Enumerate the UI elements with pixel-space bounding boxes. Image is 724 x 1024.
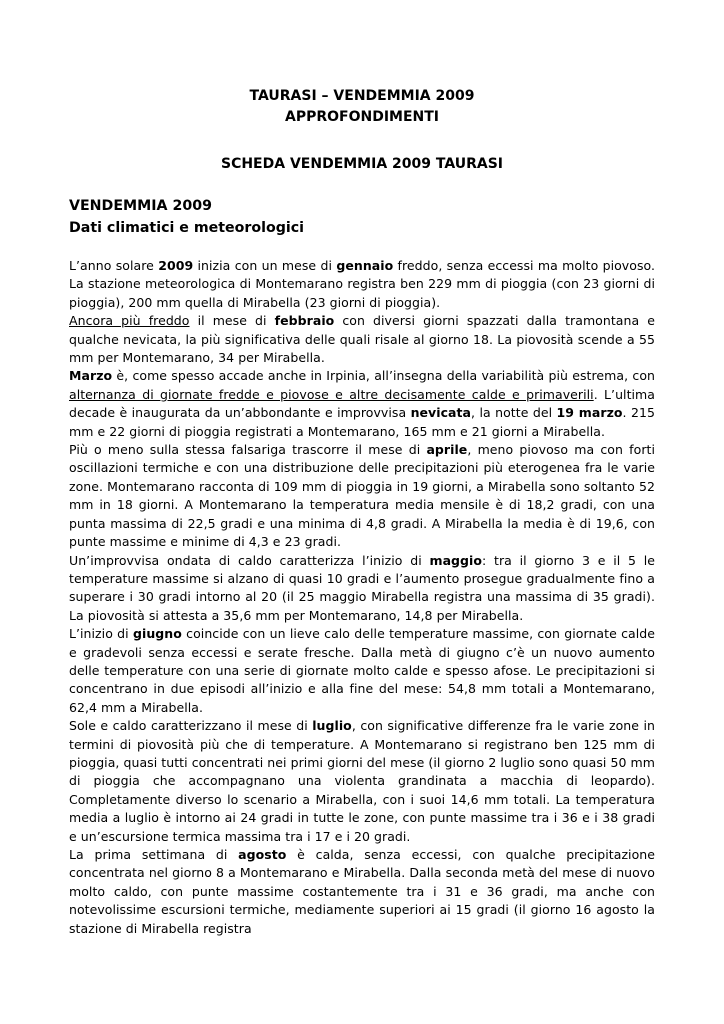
- bold-run: maggio: [429, 552, 483, 568]
- text-run: . 215 mm e 22 giorni di pioggia registrati a Montemarano, 165 mm e 21 giorni a Mirabella.: [69, 405, 655, 439]
- text-run: Un’improvvisa ondata di caldo caratterizza l’inizio di: [69, 552, 430, 568]
- bold-run: gennaio: [336, 258, 394, 273]
- text-run: L’anno solare: [69, 258, 159, 273]
- bold-run: Marzo: [69, 368, 113, 384]
- text-run: , con significative differenze fra le varie zone in termini di piovosità più che di temperature. A Montemarano si registrano ben 125 mm di pioggia, quasi tutti concentrati nei primi giorni del mese (il giorno 2 luglio sono quasi 50 mm di pioggia che accompagnano una violenta grandinata a macchia di leopardo). Completamente diverso lo scenario a Mirabella, con i suoi 14,6 mm totali. La temperatura media a luglio è intorno ai 24 gradi in tutte le zone, con punte massime tra i 36 e i 38 gradi e un’escursione termica massima tra i 17 e i 20 gradi.: [69, 718, 655, 844]
- text-run: coincide con un lieve calo delle temperature massime, con giornate calde e gradevoli senza eccessi e serate fresche. Dalla metà di giugno c’è un nuovo aumento delle temperature con una serie di giornate molto calde e spesso afose. Le precipitazioni si concentrano in due episodi all’inizio e alla fine del mese: 54,8 mm totali a Montemarano, 62,4 mm a Mirabella.: [69, 626, 655, 715]
- text-run: è calda, senza eccessi, con qualche precipitazione concentrata nel giorno 8 a Montemarano e Mirabella. Dalla seconda metà del mese di nuovo molto caldo, con punte massime costantemente tra i 31 e 36 gradi, ma anche con notevolissime escursioni termiche, mediamente superiori ai 15 gradi (il giorno 16 agosto la stazione di Mirabella registra: [69, 847, 655, 936]
- text-run: inizia con un mese di: [193, 258, 337, 273]
- text-run: L’inizio di: [69, 626, 133, 642]
- bold-run: aprile: [426, 442, 468, 458]
- text-run: : tra il giorno 3 e il 5 le temperature massime si alzano di quasi 10 gradi e l’aumento prosegue gradualmente fino a superare i 30 gradi intorno al 20 (il 25 maggio Mirabella registra una massima di 35 gradi). La piovosità si attesta a 35,6 mm per Montemarano, 14,8 per Mirabella.: [69, 552, 655, 623]
- text-run: è, come spesso accade anche in Irpinia, all’insegna della variabilità più estrema, con: [112, 368, 655, 384]
- underlined-run: Ancora più freddo: [69, 313, 190, 329]
- paragraph-luglio: [69, 717, 655, 846]
- text-run: freddo, senza eccessi ma molto piovoso. La stazione meteorologica di Montemarano registra ben 229 mm di pioggia (con 23 giorni di pioggia), 200 mm quella di Mirabella (23 giorni di pioggia).: [69, 258, 656, 310]
- text-run: . L’ultima decade è inaugurata da un’abbondante e improvvisa: [69, 386, 655, 421]
- paragraph-marzo: [69, 367, 655, 441]
- bold-run: luglio: [312, 718, 352, 734]
- bold-run: agosto: [238, 847, 287, 862]
- document-page: [69, 86, 655, 938]
- bold-run: 2009: [158, 258, 194, 273]
- bold-run: giugno: [133, 626, 182, 642]
- bold-run: febbraio: [274, 313, 335, 329]
- document-subtitle: SCHEDA VENDEMMIA 2009 TAURASI: [220, 156, 504, 172]
- bold-run: nevicata: [410, 405, 472, 421]
- text-run: con diversi giorni spazzati dalla tramontana e qualche nevicata, la più significativa delle quali risale al giorno 18. La piovosità scende a 55 mm per Montemarano, 34 per Mirabella.: [69, 313, 655, 366]
- text-run: il mese di: [189, 313, 275, 329]
- text-run: Sole e caldo caratterizzano il mese di: [69, 718, 313, 734]
- underlined-run: alternanza di giornate fredde e piovose e altre decisamente calde e primaverili: [69, 386, 594, 402]
- title-line-2: APPROFONDIMENTI: [284, 109, 440, 125]
- text-run: , la notte del: [471, 405, 557, 421]
- section-heading-dati-climatici: Dati climatici e meteorologici: [69, 220, 305, 236]
- text-run: Più o meno sulla stessa falsariga trascorre il mese di: [69, 442, 427, 458]
- paragraph-gennaio: [69, 257, 655, 312]
- text-run: La prima settimana di: [69, 847, 239, 862]
- paragraph-giugno: [69, 625, 655, 717]
- document-body: [69, 257, 655, 938]
- bold-run: 19 marzo: [556, 405, 623, 421]
- title-line-1: TAURASI – VENDEMMIA 2009: [249, 88, 475, 104]
- paragraph-febbraio: [69, 312, 655, 367]
- paragraph-aprile: [69, 441, 655, 551]
- paragraph-maggio: [69, 552, 655, 626]
- paragraph-agosto: [69, 846, 655, 938]
- text-run: , meno piovoso ma con forti oscillazioni termiche e con una distribuzione delle precipitazioni più eterogenea fra le varie zone. Montemarano racconta di 109 mm di pioggia in 19 giorni, a Mirabella sono soltanto 52 mm in 18 giorni. A Montemarano la temperatura media mensile è di 18,2 gradi, con una punta massima di 22,5 gradi e una minima di 4,8 gradi. A Mirabella la media è di 19,6, con punte massime e minime di 4,3 e 23 gradi.: [69, 442, 655, 550]
- document-title: [69, 86, 655, 128]
- section-heading-vendemmia: VENDEMMIA 2009: [69, 198, 212, 214]
